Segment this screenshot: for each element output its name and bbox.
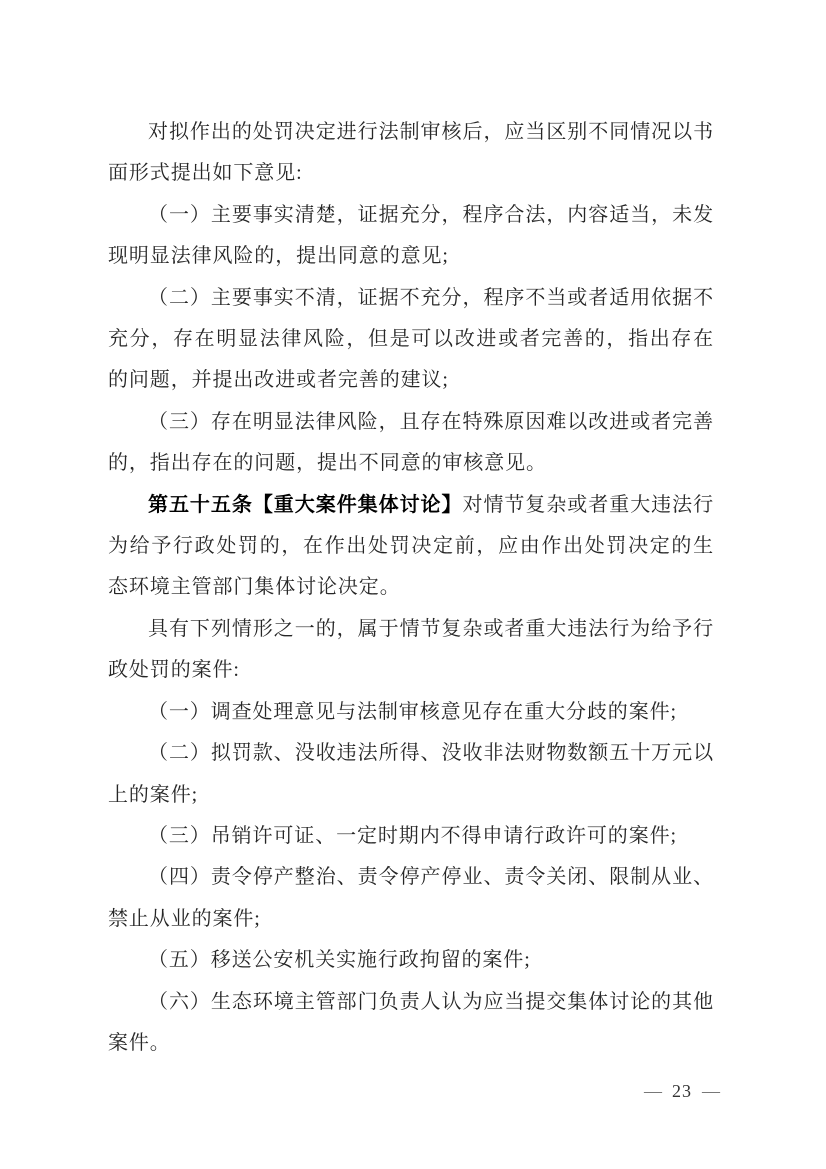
paragraph-legal-review-intro: 对拟作出的处罚决定进行法制审核后，应当区别不同情况以书面形式提出如下意见: [108,121,714,185]
article-number: 第五十五条 [148,493,253,516]
paragraph-review-item-3: （三）存在明显法律风险，且存在特殊原因难以改进或者完善的，指出存在的问题，提出不同意的审核意见。 [108,410,714,475]
paragraph-case-item-5: （五）移送公安机关实施行政拘留的案件; [148,949,531,972]
page-number: 23 [672,1081,692,1101]
article-body-text: 对情节复杂或者重大违法行为给予行政处罚的，在作出处罚决定前，应由作出处罚决定的生态环境主管部门集体讨论决定。 [108,493,714,599]
paragraph-article-55 [108,485,714,609]
paragraph-case-item-2: （二）拟罚款、没收违法所得、没收非法财物数额五十万元以上的案件; [108,742,714,806]
document-body [108,112,714,1064]
footer-dash-right: — [702,1081,720,1101]
footer-dash-left: — [644,1081,662,1101]
paragraph-case-item-6: （六）生态环境主管部门负责人认为应当提交集体讨论的其他案件。 [108,990,714,1054]
page-footer [644,1082,720,1100]
paragraph-review-item-2: （二）主要事实不清，证据不充分，程序不当或者适用依据不充分，存在明显法律风险，但是可以改进或者完善的，指出存在的问题，并提出改进或者完善的建议; [108,286,714,392]
paragraph-circumstances-intro: 具有下列情形之一的，属于情节复杂或者重大违法行为给予行政处罚的案件: [108,617,714,682]
paragraph-case-item-1: （一）调查处理意见与法制审核意见存在重大分歧的案件; [148,700,677,723]
article-title: 【重大案件集体讨论】 [252,493,463,516]
paragraph-case-item-3: （三）吊销许可证、一定时期内不得申请行政许可的案件; [148,824,677,847]
paragraph-review-item-1: （一）主要事实清楚，证据充分，程序合法，内容适当，未发现明显法律风险的，提出同意的意见; [108,203,714,268]
paragraph-case-item-4: （四）责令停产整治、责令停产停业、责令关闭、限制从业、禁止从业的案件; [108,866,714,930]
